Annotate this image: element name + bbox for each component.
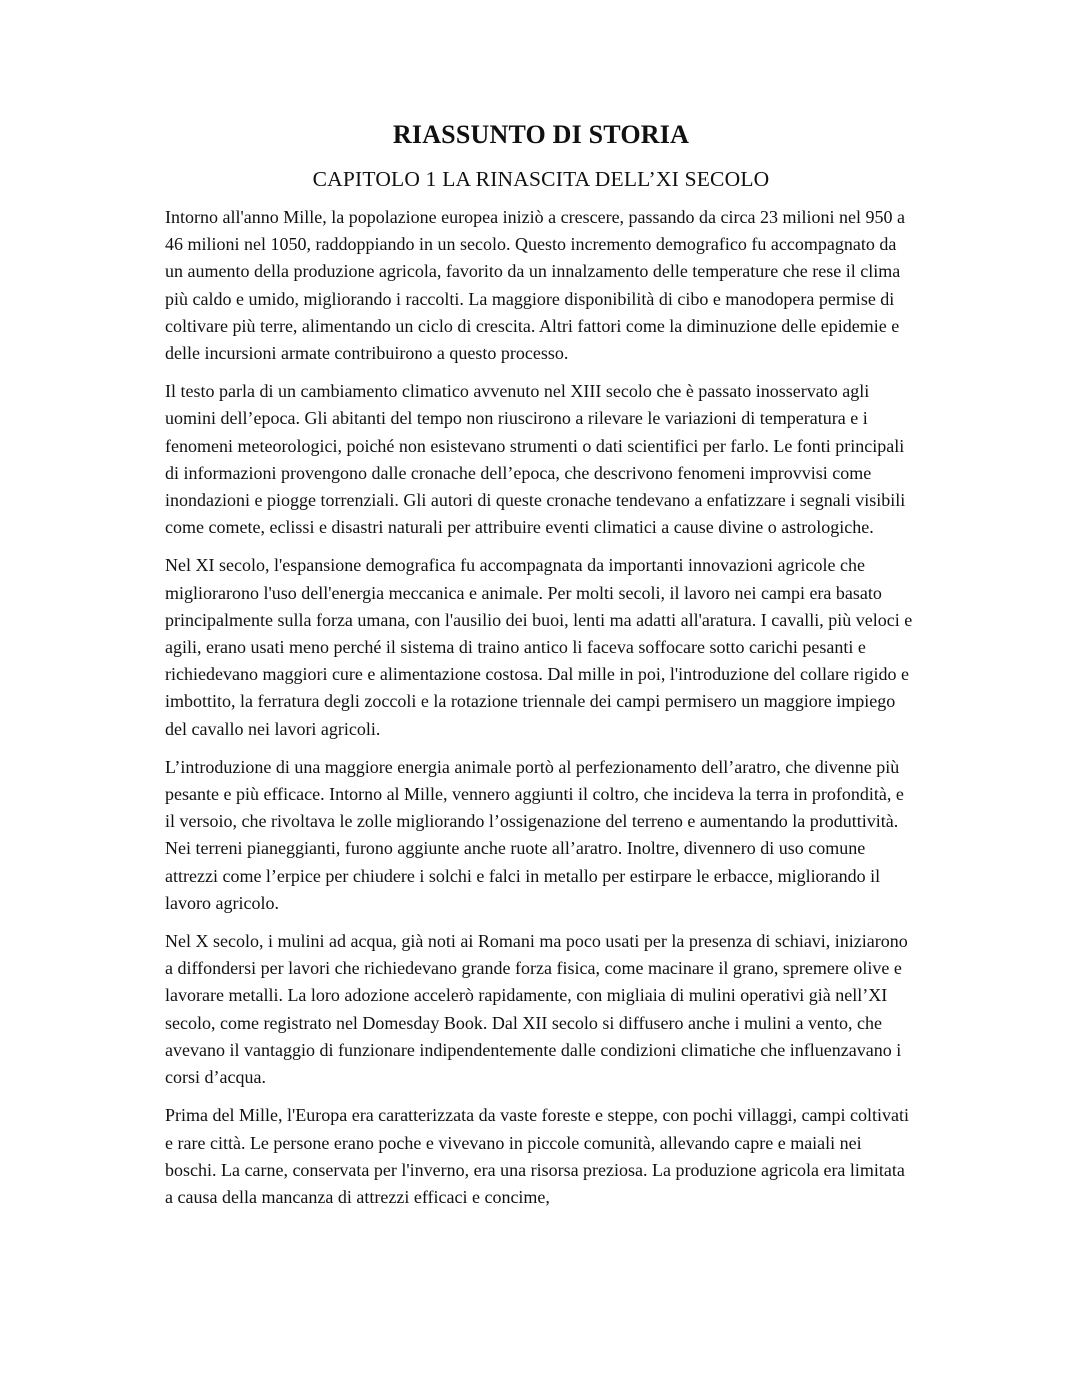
paragraph-mills: Nel X secolo, i mulini ad acqua, già noti ai Romani ma poco usati per la presenza di schiavi, iniziarono a diffondersi per lavori che richiedevano grande forza fisica, come macinare il grano, spremere olive e lavorare metalli. La loro adozione accelerò rapidamente, con migliaia di mulini operativi già nell’XI secolo, come registrato nel Domesday Book. Dal XII secolo si diffusero anche i mulini a vento, che avevano il vantaggio di funzionare indipendentemente dalle condizioni climatiche che influenzavano i corsi d’acqua. xyxy=(165,931,908,1088)
document-title: RIASSUNTO DI STORIA xyxy=(392,120,690,149)
paragraph-agricultural-innovations: Nel XI secolo, l'espansione demografica fu accompagnata da importanti innovazioni agricole che migliorarono l'uso dell'energia meccanica e animale. Per molti secoli, il lavoro nei campi era basato principalmente sulla forza umana, con l'ausilio dei buoi, lenti ma adatti all'aratura. I cavalli, più veloci e agili, erano usati meno perché il sistema di traino antico li faceva soffocare sotto carichi pesanti e richiedevano maggiori cure e alimentazione costosa. Dal mille in poi, l'introduzione del collare rigido e imbottito, la ferratura degli zoccoli e la rotazione triennale dei campi permisero un maggiore impiego del cavallo nei lavori agricoli. xyxy=(165,555,913,739)
document-page xyxy=(165,118,917,1211)
chapter-title: CAPITOLO 1 LA RINASCITA DELL’XI SECOLO xyxy=(312,167,770,191)
paragraph-plough: L’introduzione di una maggiore energia animale portò al perfezionamento dell’aratro, che divenne più pesante e più efficace. Intorno al Mille, vennero aggiunti il coltro, che incideva la terra in profondità, e il versoio, che rivoltava le zolle migliorando l’ossigenazione del terreno e aumentando la produttività. Nei terreni pianeggianti, furono aggiunte anche ruote all’aratro. Inoltre, divennero di uso comune attrezzi come l’erpice per chiudere i solchi e falci in metallo per estirpare le erbacce, migliorando il lavoro agricolo. xyxy=(165,756,904,913)
paragraph-population-growth: Intorno all'anno Mille, la popolazione europea iniziò a crescere, passando da circa 23 milioni nel 950 a 46 milioni nel 1050, raddoppiando in un secolo. Questo incremento demografico fu accompagnato da un aumento della produzione agricola, favorito da un innalzamento delle temperature che rese il clima più caldo e umido, migliorando i raccolti. La maggiore disponibilità di cibo e manodopera permise di coltivare più terre, alimentando un ciclo di crescita. Altri fattori come la diminuzione delle epidemie e delle incursioni armate contribuirono a questo processo. xyxy=(165,207,905,364)
paragraph-europe-before-1000: Prima del Mille, l'Europa era caratterizzata da vaste foreste e steppe, con pochi villaggi, campi coltivati e rare città. Le persone erano poche e vivevano in piccole comunità, allevando capre e maiali nei boschi. La carne, conservata per l'inverno, era una risorsa preziosa. La produzione agricola era limitata a causa della mancanza di attrezzi efficaci e concime, xyxy=(165,1105,909,1207)
paragraph-climate-change: Il testo parla di un cambiamento climatico avvenuto nel XIII secolo che è passato inosservato agli uomini dell’epoca. Gli abitanti del tempo non riuscirono a rilevare le variazioni di temperatura e i fenomeni meteorologici, poiché non esistevano strumenti o dati scientifici per farlo. Le fonti principali di informazioni provengono dalle cronache dell’epoca, che descrivono fenomeni improvvisi come inondazioni e piogge torrenziali. Gli autori di queste cronache tendevano a enfatizzare i segnali visibili come comete, eclissi e disastri naturali per attribuire eventi climatici a cause divine o astrologiche. xyxy=(165,381,906,538)
